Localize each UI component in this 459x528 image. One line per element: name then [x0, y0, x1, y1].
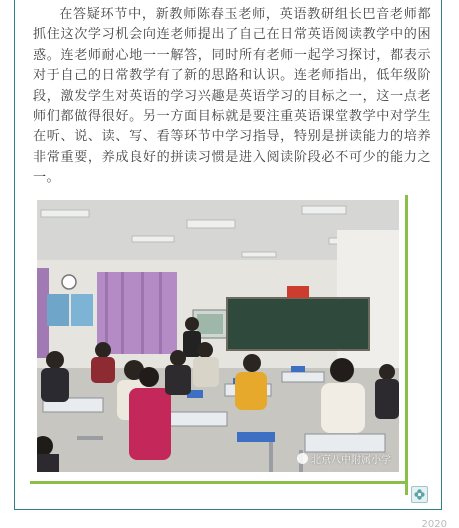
green-accent-horizontal	[30, 481, 408, 484]
article-paragraph: 在答疑环节中，新教师陈春玉老师，英语教研组长巴音老师都抓住这次学习机会向连老师提出了自己在日常英语阅读教学中的困惑。连老师耐心地一一解答，同时所有老师一起学习探讨，都表示对于自己的日常教学有了新的思路和认识。连老师指出，低年级阶段，激发学生对英语的学习兴趣是英语学习的目标之一，这一点老师们都做得很好。另一方面目标就是要注重英语课堂教学中对学生在听、说、读、写、看等环节中学习指导，特别是拼读能力的培养非常重要，养成良好的拼读习惯是进入阅读阶段必不可少的能力之一。	[33, 7, 431, 186]
frame-bottom-border	[14, 509, 442, 510]
frame-left-border	[14, 0, 15, 510]
watermark-text: 北京八中附属小学	[311, 455, 391, 466]
wechat-logo-icon	[297, 453, 308, 464]
green-accent-vertical	[405, 195, 408, 495]
frame-right-border	[441, 0, 442, 510]
classroom-scene	[37, 200, 399, 472]
page-footer-fragment: 2020	[421, 519, 447, 528]
photo-watermark	[297, 451, 391, 466]
corner-badge	[411, 486, 428, 503]
classroom-photo	[37, 200, 399, 472]
flower-icon	[414, 489, 425, 500]
